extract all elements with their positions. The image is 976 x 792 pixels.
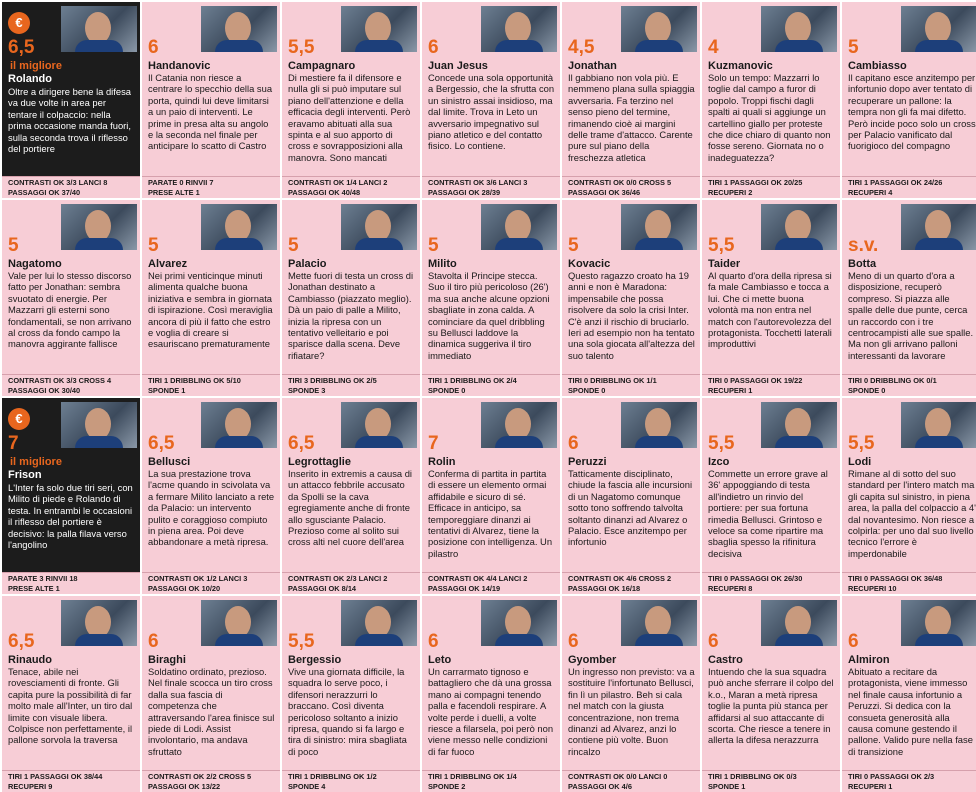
player-grade: 5,5 <box>708 235 735 256</box>
player-photo <box>341 402 417 448</box>
player-comment: Concede una sola opportunità a Bergessio, che la sfrutta con un sinistro assai insidioso, ma dal limite. Trova in Leto un avversario impegnativo sul piano atletico e del contatto fisico. Lo contiene. <box>428 72 555 152</box>
player-grade: 5,5 <box>708 433 735 454</box>
player-grade: 5 <box>568 235 579 256</box>
player-name: Cambiasso <box>848 60 907 72</box>
stats-line-2: RECUPERI 4 <box>848 188 893 197</box>
player-name: Juan Jesus <box>428 60 488 72</box>
stats-line-1: CONTRASTI OK 1/4 LANCI 2 <box>288 178 388 187</box>
player-comment: Il gabbiano non vola più. E nemmeno plana sulla spiaggia avversaria. Fa terzino nel senso pieno del termine, rimanendo cioè ai margini delle trame d'attacco. Carente pure sul piano della freschezza atletica <box>568 72 695 163</box>
player-name: Biraghi <box>148 654 186 666</box>
player-grade: 6,5 <box>8 37 35 58</box>
stats-line-2: PASSAGGI OK 37/40 <box>8 188 81 197</box>
player-comment: Soldatino ordinato, prezioso. Nel finale scocca un tiro cross dalla sua fascia di competenza che attraversando l'area finisce sul piede di Lodi. Assist involontario, ma andava sfruttato <box>148 666 275 757</box>
player-photo <box>61 402 137 448</box>
player-card <box>562 2 700 198</box>
stats-line-2: SPONDE 1 <box>708 782 746 791</box>
player-stats <box>422 176 560 198</box>
player-name: Handanovic <box>148 60 211 72</box>
player-stats <box>282 572 420 594</box>
stats-line-2: RECUPERI 9 <box>8 782 53 791</box>
player-stats <box>562 572 700 594</box>
player-comment: Il capitano esce anzitempo per infortunio dopo aver tentato di recuperare un pallone: la tempra non gli fa mai difetto. Però incide poco solo un cross per Palacio vanificato dal fuorigioco del compagno <box>848 72 976 152</box>
player-comment: Commette un errore grave al 36' appoggiando di testa all'indietro un rinvio del portiere: per sua fortuna rimedia Bellusci. Grintoso e veloce sa come ripartire ma sbaglia spesso la rifinitura decisiva <box>708 468 828 559</box>
player-name: Palacio <box>288 258 327 270</box>
player-grade: 6,5 <box>8 631 35 652</box>
stats-line-1: TIRI 1 DRIBBLING OK 1/2 <box>288 772 377 781</box>
player-card <box>2 200 140 396</box>
player-card <box>142 200 280 396</box>
player-photo <box>621 204 697 250</box>
player-comment: Abituato a recitare da protagonista, viene immesso nel finale causa infortunio a Peruzzi. Si dedica con la consueta generosità alla causa comune gestendo il pallone. Valido pure nella fase di transizione <box>848 666 973 757</box>
player-comment: Questo ragazzo croato ha 19 anni e non è Maradona: impensabile che possa risolvere da solo la crisi Inter. C'è anzi il rischio di bruciarlo. Ieri ad esempio non ha tentato una sola giocata all'altezza del suo talento <box>568 270 695 361</box>
player-name: Nagatomo <box>8 258 62 270</box>
player-photo <box>61 600 137 646</box>
player-grade: 5 <box>428 235 439 256</box>
player-comment: Intuendo che la sua squadra può anche sferrare il colpo del k.o., Maran a metà ripresa toglie la punta più stanca per affidarsi al suo attaccante di scorta. Che riesce a tenere in allerta la difesa nerazzurra <box>708 666 834 746</box>
player-name: Bellusci <box>148 456 191 468</box>
stats-line-1: PARATE 3 RINVII 18 <box>8 574 78 583</box>
player-photo <box>901 6 976 52</box>
stats-line-1: TIRI 1 DRIBBLING OK 5/10 <box>148 376 241 385</box>
player-card <box>2 2 140 198</box>
stats-line-2: SPONDE 4 <box>288 782 326 791</box>
player-grade: 5 <box>8 235 19 256</box>
stats-line-1: TIRI 0 PASSAGGI OK 2/3 <box>848 772 935 781</box>
stats-line-2: PASSAGGI OK 8/14 <box>288 584 357 593</box>
stats-line-1: CONTRASTI OK 0/0 CROSS 5 <box>568 178 672 187</box>
player-comment: Tatticamente disciplinato, chiude la fascia alle incursioni di un Nagatomo comunque sotto tono soffrendo talvolta soltanto dinanzi ad Alvarez o Palacio. Esce anzitempo per infortunio <box>568 468 693 548</box>
player-grade: 5,5 <box>288 37 315 58</box>
stats-line-2: PASSAGGI OK 28/39 <box>428 188 501 197</box>
player-grade: 6,5 <box>148 433 175 454</box>
player-comment: Di mestiere fa il difensore e nulla gli si può imputare sul piano dell'attenzione e della efficacia degli interventi. Però eravamo abituati alla sua spinta e al suo apporto di cross e sovrapposizioni alla manovra. Sono mancati <box>288 72 411 163</box>
player-grade: s.v. <box>848 235 879 256</box>
player-photo <box>201 6 277 52</box>
player-grade: 6 <box>708 631 719 652</box>
player-name: Taider <box>708 258 741 270</box>
player-stats <box>562 770 700 792</box>
player-photo <box>201 204 277 250</box>
player-card <box>282 596 420 792</box>
player-grade: 6 <box>568 631 579 652</box>
player-photo <box>901 600 976 646</box>
player-comment: Meno di un quarto d'ora a disposizione, recuperò compreso. Si piazza alle spalle delle due punte, cerca un raccordo con i tre centrocampisti alle sue spalle. Ma non gli arrivano palloni interessanti da lavorare <box>848 270 974 361</box>
player-photo <box>341 6 417 52</box>
player-name: Leto <box>428 654 452 666</box>
player-name: Kovacic <box>568 258 611 270</box>
player-photo <box>621 600 697 646</box>
stats-line-2: PASSAGGI OK 40/48 <box>288 188 361 197</box>
stats-line-2: PRESE ALTE 1 <box>8 584 60 593</box>
player-name: Lodi <box>848 456 872 468</box>
player-stats <box>702 770 840 792</box>
stats-line-1: CONTRASTI OK 2/2 CROSS 5 <box>148 772 252 781</box>
player-name: Kuzmanovic <box>708 60 773 72</box>
player-stats <box>842 770 976 792</box>
player-grade: 6 <box>428 631 439 652</box>
player-name: Milito <box>428 258 457 270</box>
player-grade: 5 <box>148 235 159 256</box>
player-photo <box>201 600 277 646</box>
player-comment: L'Inter fa solo due tiri seri, con Milito di piede e Rolando di testa. In entrambi le occasioni il riflesso del portiere è decisivo: la palla filava verso l'angolino <box>8 482 133 551</box>
stats-line-2: RECUPERI 10 <box>848 584 897 593</box>
stats-line-1: CONTRASTI OK 3/3 LANCI 8 <box>8 178 108 187</box>
player-grade: 5 <box>848 37 859 58</box>
player-card <box>422 200 560 396</box>
player-comment: Rimane al di sotto del suo standard per l'intero match ma gli capita sul sinistro, in piena area, la palla del colpaccio a 4' dal novantesimo. Non riesce a colpirla: per uno dal suo livello tecnico l'errore è imperdonabile <box>848 468 976 559</box>
stats-line-2: PASSAGGI OK 14/19 <box>428 584 501 593</box>
player-photo <box>201 402 277 448</box>
player-grade: 5 <box>288 235 299 256</box>
stats-line-2: SPONDE 1 <box>148 386 186 395</box>
player-name: Almiron <box>848 654 890 666</box>
player-card <box>2 398 140 594</box>
stats-line-1: CONTRASTI OK 4/6 CROSS 2 <box>568 574 672 583</box>
player-card <box>702 200 840 396</box>
stats-line-1: CONTRASTI OK 3/6 LANCI 3 <box>428 178 528 187</box>
player-stats <box>702 176 840 198</box>
player-stats <box>282 770 420 792</box>
player-stats <box>2 770 140 792</box>
stats-line-1: CONTRASTI OK 0/0 LANCI 0 <box>568 772 668 781</box>
stats-line-1: TIRI 1 DRIBBLING OK 0/3 <box>708 772 797 781</box>
stats-line-1: CONTRASTI OK 2/3 LANCI 2 <box>288 574 388 583</box>
player-grade: 4,5 <box>568 37 595 58</box>
stats-line-2: SPONDE 2 <box>428 782 466 791</box>
stats-line-1: PARATE 0 RINVII 7 <box>148 178 214 187</box>
player-name: Rolin <box>428 456 456 468</box>
best-badge-icon: € <box>8 408 30 430</box>
player-name: Campagnaro <box>288 60 356 72</box>
player-photo <box>481 600 557 646</box>
player-photo <box>901 402 976 448</box>
stats-line-1: TIRI 0 PASSAGGI OK 26/30 <box>708 574 803 583</box>
player-card <box>842 2 976 198</box>
player-name: Frison <box>8 469 42 481</box>
player-comment: Nei primi venticinque minuti alimenta qualche buona iniziativa e sembra in giornata di ispirazione. Così meravigliа ancora di più il fatto che estro e voglia di creare si esauriscano prematuramente <box>148 270 273 350</box>
player-stats <box>142 770 280 792</box>
best-label: il migliore <box>10 60 62 72</box>
player-card <box>562 596 700 792</box>
player-name: Bergessio <box>288 654 342 666</box>
player-grade: 5,5 <box>288 631 315 652</box>
player-grade: 6,5 <box>288 433 315 454</box>
player-comment: Il Catania non riesce a centrare lo specchio della sua porta, quindi lui deve limitarsi a un paio di interventi. Le prime in presa alta su angolo e la seconda nel finale per anticipare lo scatto di Castro <box>148 72 273 152</box>
player-grade: 7 <box>8 433 19 454</box>
player-card <box>702 2 840 198</box>
stats-line-1: TIRI 0 DRIBBLING OK 1/1 <box>568 376 657 385</box>
stats-line-2: PASSAGGI OK 10/20 <box>148 584 221 593</box>
player-name: Castro <box>708 654 743 666</box>
player-stats <box>142 374 280 396</box>
player-photo <box>341 204 417 250</box>
player-comment: Vive una giornata difficile, la squadra lo serve poco, i difensori nerazzurri lo braccano. Così diventa pericoloso soltanto a inizio ripresa, quando si fa largo e tira di sinistro: mira sbagliata di poco <box>288 666 407 757</box>
player-card <box>422 2 560 198</box>
player-card <box>422 596 560 792</box>
player-photo <box>481 6 557 52</box>
player-comment: Un ingresso non previsto: va a sostituire l'infortunato Bellusci, fin lì un pilastro. Beh si cala nel match con la giusta concentrazione, non trema dinanzi ad Alvarez, anzi lo contiene più volte. Buon rincalzo <box>568 666 695 757</box>
player-stats <box>422 572 560 594</box>
player-comment: Oltre a dirigere bene la difesa va due volte in area per tentare il colpaccio: nella prima occasione manda fuori, sulla seconda trova il riflesso del portiere <box>8 86 131 155</box>
player-comment: Conferma di partita in partita di essere un elemento ormai affidabile e sicuro di sé. Efficace in anticipo, sa temporeggiare dinanzi ai tentativi di Alvarez, tiene la posizione con intelligenza. Un pilastro <box>428 468 553 559</box>
player-comment: Tenace, abile nei rovesciamenti di fronte. Gli capita pure la possibilità di far molto male all'Inter, un tiro dal limite con visuale libera. Colpisce non perfettamente, il pallone sorvola la traversa <box>8 666 133 746</box>
player-grade: 6 <box>148 37 159 58</box>
stats-line-2: PASSAGGI OK 4/6 <box>568 782 632 791</box>
player-stats <box>842 176 976 198</box>
player-stats <box>842 374 976 396</box>
player-card <box>842 200 976 396</box>
player-comment: Vale per lui lo stesso discorso fatto per Jonathan: sembra svuotato di energie. Per Mazzarri gli esterni sono fondamentali, se non arrivano al cross da fondo campo la manovra aggirante fallisce <box>8 270 132 350</box>
player-card <box>282 200 420 396</box>
player-grade: 7 <box>428 433 439 454</box>
stats-line-1: TIRI 1 DRIBBLING OK 2/4 <box>428 376 517 385</box>
player-card <box>562 200 700 396</box>
player-card <box>702 596 840 792</box>
stats-line-2: SPONDE 3 <box>288 386 326 395</box>
player-stats <box>702 572 840 594</box>
player-grade: 5,5 <box>848 433 875 454</box>
stats-line-1: TIRI 1 DRIBBLING OK 1/4 <box>428 772 517 781</box>
player-card <box>282 398 420 594</box>
stats-line-1: CONTRASTI OK 3/3 CROSS 4 <box>8 376 112 385</box>
player-comment: Inserito in extremis a causa di un attacco febbrile accusato da Spolli se la cava egregiamente anche di fronte allo sgusciante Palacio. Prezioso come al solito sui cross alti nel cuore dell'area <box>288 468 413 548</box>
player-photo <box>621 6 697 52</box>
player-comment: Stavolta il Principe stecca. Suo il tiro più pericoloso (26') ma sua anche alcune opzioni sbagliate in zona calda. A cominciare da quel dribbling su Bellusci laddove la dinamica suggeriva il tiro immediato <box>428 270 550 361</box>
player-card <box>2 596 140 792</box>
player-stats <box>842 572 976 594</box>
player-photo <box>621 402 697 448</box>
player-photo <box>761 204 837 250</box>
player-grade: 4 <box>708 37 719 58</box>
player-stats <box>2 572 140 594</box>
stats-line-2: SPONDE 0 <box>568 386 606 395</box>
player-stats <box>702 374 840 396</box>
player-stats <box>282 176 420 198</box>
player-stats <box>562 176 700 198</box>
player-card <box>842 596 976 792</box>
stats-line-1: TIRI 3 DRIBBLING OK 2/5 <box>288 376 377 385</box>
player-name: Rinaudo <box>8 654 52 666</box>
player-comment: Mette fuori di testa un cross di Jonathan destinato a Cambiasso (piazzato meglio). Dà un paio di palle a Milito, inizia la ripresa con un tentativo velleitario e poi sparisce dalla scena. Deve rifiatare? <box>288 270 414 361</box>
player-photo <box>761 402 837 448</box>
stats-line-1: CONTRASTI OK 4/4 LANCI 2 <box>428 574 528 583</box>
stats-line-2: RECUPERI 2 <box>708 188 753 197</box>
player-name: Legrottaglie <box>288 456 351 468</box>
player-card <box>702 398 840 594</box>
stats-line-2: PASSAGGI OK 16/18 <box>568 584 641 593</box>
stats-line-2: PASSAGGI OK 30/40 <box>8 386 81 395</box>
player-grade: 6 <box>848 631 859 652</box>
player-name: Peruzzi <box>568 456 607 468</box>
player-photo <box>761 600 837 646</box>
player-comment: Un carrarmato tignoso e battagliero che dà una grossa mano ai compagni tenendo palla e facendoli respirare. A volte perde i duelli, a volte riesce a filarsela, poi però non viene messo nelle condizioni di far fuoco <box>428 666 554 757</box>
stats-line-1: TIRI 0 PASSAGGI OK 19/22 <box>708 376 803 385</box>
best-badge-icon: € <box>8 12 30 34</box>
player-photo <box>61 204 137 250</box>
player-grade: 6 <box>428 37 439 58</box>
stats-line-1: TIRI 0 PASSAGGI OK 36/48 <box>848 574 943 583</box>
player-stats <box>142 176 280 198</box>
player-stats <box>2 176 140 198</box>
stats-line-2: PASSAGGI OK 36/46 <box>568 188 641 197</box>
player-stats <box>142 572 280 594</box>
stats-line-1: TIRI 1 PASSAGGI OK 38/44 <box>8 772 103 781</box>
player-photo <box>481 402 557 448</box>
stats-line-1: TIRI 0 DRIBBLING OK 0/1 <box>848 376 937 385</box>
player-grade: 6 <box>148 631 159 652</box>
best-label: il migliore <box>10 456 62 468</box>
player-stats <box>282 374 420 396</box>
stats-line-1: CONTRASTI OK 1/2 LANCI 3 <box>148 574 248 583</box>
player-comment: La sua prestazione trova l'acme quando in scivolata va a fermare Milito lanciato a rete da Palacio: un intervento pulito e coraggioso compiuto in piena area. Poi deve abbandonare a metà ripresa. <box>148 468 275 548</box>
player-stats <box>422 374 560 396</box>
player-card <box>842 398 976 594</box>
player-photo <box>341 600 417 646</box>
stats-line-2: PRESE ALTE 1 <box>148 188 200 197</box>
stats-line-1: TIRI 1 PASSAGGI OK 24/26 <box>848 178 943 187</box>
stats-line-1: TIRI 1 PASSAGGI OK 20/25 <box>708 178 803 187</box>
stats-line-2: SPONDE 0 <box>428 386 466 395</box>
player-card <box>562 398 700 594</box>
player-stats <box>2 374 140 396</box>
player-grade: 6 <box>568 433 579 454</box>
player-name: Rolando <box>8 73 52 85</box>
player-card <box>142 398 280 594</box>
stats-line-2: RECUPERI 8 <box>708 584 753 593</box>
player-stats <box>422 770 560 792</box>
player-card <box>422 398 560 594</box>
player-comment: Al quarto d'ora della ripresa si fa male Cambiasso e tocca a lui. Che ci mette buona volontà ma non entra nel match con l'autorevolezza del protagonista. Tocchetti laterali improduttivi <box>708 270 832 350</box>
stats-line-2: RECUPERI 1 <box>708 386 753 395</box>
player-name: Jonathan <box>568 60 617 72</box>
stats-line-2: SPONDE 0 <box>848 386 886 395</box>
player-photo <box>61 6 137 52</box>
player-photo <box>901 204 976 250</box>
player-card <box>142 596 280 792</box>
player-name: Gyomber <box>568 654 617 666</box>
player-name: Izco <box>708 456 730 468</box>
stats-line-2: PASSAGGI OK 13/22 <box>148 782 221 791</box>
player-name: Alvarez <box>148 258 188 270</box>
player-name: Botta <box>848 258 877 270</box>
player-card <box>142 2 280 198</box>
player-photo <box>481 204 557 250</box>
player-stats <box>562 374 700 396</box>
player-photo <box>761 6 837 52</box>
player-comment: Solo un tempo: Mazzarri lo toglie dal campo a furor di popolo. Troppi fischi dagli spalti ai quali si aggiunge un cartellino giallo per proteste che dice chiaro di quanto non fosse sereno. Giornata no o inadeguatezza? <box>708 72 831 163</box>
player-card <box>282 2 420 198</box>
stats-line-2: RECUPERI 1 <box>848 782 893 791</box>
